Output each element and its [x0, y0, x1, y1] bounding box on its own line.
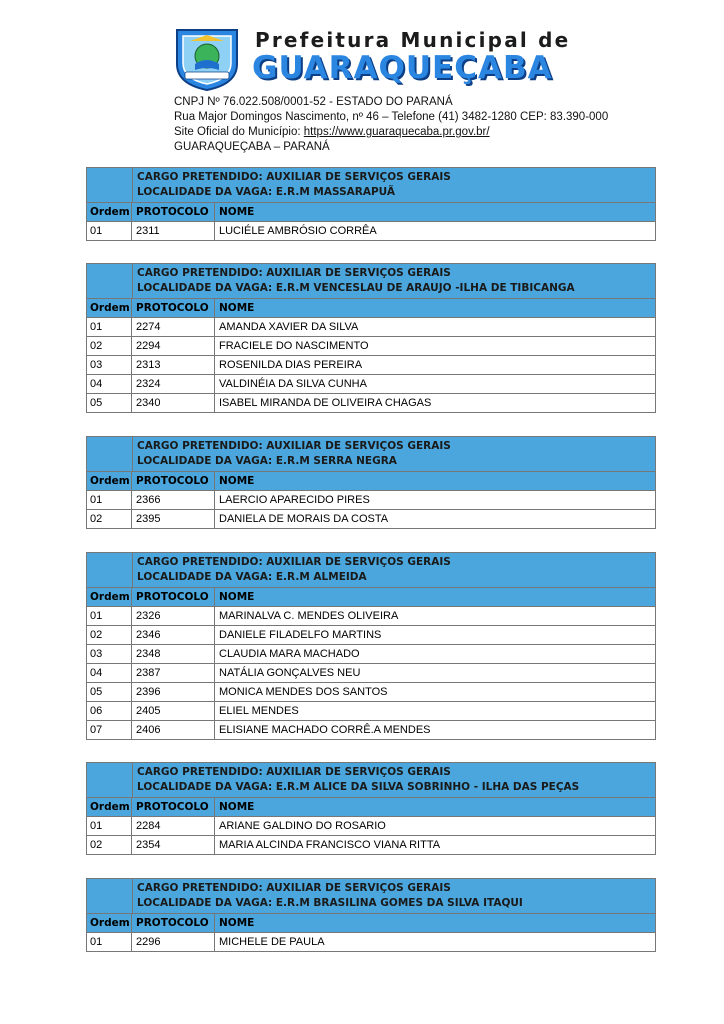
table-header — [87, 437, 655, 472]
protocolo-cell: 2396 — [132, 683, 215, 701]
table-header — [87, 879, 655, 914]
protocolo-cell: 2324 — [132, 375, 215, 393]
col-protocolo-header: PROTOCOLO — [132, 798, 215, 816]
cargo-label: CARGO PRETENDIDO: AUXILIAR DE SERVIÇOS GERAIS — [137, 440, 451, 452]
address-line: Rua Major Domingos Nascimento, nº 46 – Telefone (41) 3482-1280 CEP: 83.390-000 — [174, 111, 609, 123]
ordem-cell: 02 — [87, 337, 132, 355]
table-row — [87, 318, 655, 337]
table-row — [87, 683, 655, 702]
table-row — [87, 510, 655, 528]
nome-cell: NATÁLIA GONÇALVES NEU — [219, 667, 361, 679]
city-line: GUARAQUEÇABA – PARANÁ — [174, 141, 330, 153]
nome-cell: VALDINÉIA DA SILVA CUNHA — [219, 378, 367, 390]
candidate-table — [86, 878, 656, 952]
table-row — [87, 817, 655, 836]
nome-cell: MONICA MENDES DOS SANTOS — [219, 686, 388, 698]
column-header-row — [87, 798, 655, 817]
header-title-municipality: GUARAQUEÇABA — [252, 50, 553, 86]
table-header — [87, 763, 655, 798]
cargo-label: CARGO PRETENDIDO: AUXILIAR DE SERVIÇOS GERAIS — [137, 556, 451, 568]
localidade-label: LOCALIDADE DA VAGA: E.R.M SERRA NEGRA — [137, 455, 397, 467]
ordem-cell: 02 — [87, 836, 132, 854]
ordem-cell: 01 — [87, 607, 132, 625]
cargo-label: CARGO PRETENDIDO: AUXILIAR DE SERVIÇOS GERAIS — [137, 267, 451, 279]
col-protocolo-header: PROTOCOLO — [132, 914, 215, 932]
protocolo-cell: 2406 — [132, 721, 215, 739]
table-row — [87, 607, 655, 626]
localidade-label: LOCALIDADE DA VAGA: E.R.M ALMEIDA — [137, 571, 367, 583]
ordem-cell: 06 — [87, 702, 132, 720]
cargo-label: CARGO PRETENDIDO: AUXILIAR DE SERVIÇOS GERAIS — [137, 882, 451, 894]
cnpj-line: CNPJ Nº 76.022.508/0001-52 - ESTADO DO PARANÁ — [174, 96, 453, 108]
protocolo-cell: 2405 — [132, 702, 215, 720]
protocolo-cell: 2294 — [132, 337, 215, 355]
nome-cell: FRACIELE DO NASCIMENTO — [219, 340, 369, 352]
col-ordem-header: Ordem — [87, 914, 132, 932]
col-nome-header: NOME — [219, 591, 255, 603]
letterhead — [0, 0, 724, 160]
protocolo-cell: 2296 — [132, 933, 215, 951]
table-row — [87, 721, 655, 739]
table-row — [87, 702, 655, 721]
header-title-small: Prefeitura Municipal de — [255, 28, 571, 52]
nome-cell: AMANDA XAVIER DA SILVA — [219, 321, 359, 333]
ordem-cell: 05 — [87, 683, 132, 701]
header-info — [174, 95, 608, 155]
table-row — [87, 394, 655, 412]
column-header-row — [87, 203, 655, 222]
col-nome-header: NOME — [219, 475, 255, 487]
candidate-table — [86, 552, 656, 740]
ordem-cell: 03 — [87, 356, 132, 374]
nome-cell: LUCIÉLE AMBRÓSIO CORRÊA — [219, 225, 377, 237]
protocolo-cell: 2395 — [132, 510, 215, 528]
localidade-label: LOCALIDADE DA VAGA: E.R.M MASSARAPUÃ — [137, 186, 396, 198]
protocolo-cell: 2354 — [132, 836, 215, 854]
ordem-cell: 01 — [87, 491, 132, 509]
protocolo-cell: 2340 — [132, 394, 215, 412]
ordem-cell: 01 — [87, 817, 132, 835]
column-header-row — [87, 588, 655, 607]
table-header — [87, 168, 655, 203]
col-ordem-header: Ordem — [87, 472, 132, 490]
ordem-cell: 07 — [87, 721, 132, 739]
nome-cell: ARIANE GALDINO DO ROSARIO — [219, 820, 386, 832]
municipal-coat-of-arms-icon — [173, 26, 241, 92]
nome-cell: ELISIANE MACHADO CORRÊ.A MENDES — [219, 724, 431, 736]
column-header-row — [87, 299, 655, 318]
table-header — [87, 264, 655, 299]
col-ordem-header: Ordem — [87, 203, 132, 221]
localidade-label: LOCALIDADE DA VAGA: E.R.M ALICE DA SILVA SOBRINHO - ILHA DAS PEÇAS — [137, 781, 580, 793]
candidate-table — [86, 762, 656, 855]
protocolo-cell: 2326 — [132, 607, 215, 625]
ordem-cell: 03 — [87, 645, 132, 663]
nome-cell: ELIEL MENDES — [219, 705, 299, 717]
protocolo-cell: 2274 — [132, 318, 215, 336]
table-row — [87, 664, 655, 683]
protocolo-cell: 2313 — [132, 356, 215, 374]
table-header — [87, 553, 655, 588]
nome-cell: MICHELE DE PAULA — [219, 936, 325, 948]
table-row — [87, 375, 655, 394]
table-row — [87, 491, 655, 510]
table-row — [87, 836, 655, 854]
candidate-table — [86, 167, 656, 241]
site-label: Site Oficial do Município: — [174, 126, 304, 138]
nome-cell: CLAUDIA MARA MACHADO — [219, 648, 360, 660]
ordem-cell: 01 — [87, 222, 132, 240]
localidade-label: LOCALIDADE DA VAGA: E.R.M VENCESLAU DE ARAUJO -ILHA DE TIBICANGA — [137, 282, 575, 294]
nome-cell: DANIELA DE MORAIS DA COSTA — [219, 513, 389, 525]
col-nome-header: NOME — [219, 206, 255, 218]
col-ordem-header: Ordem — [87, 588, 132, 606]
candidate-table — [86, 263, 656, 413]
col-nome-header: NOME — [219, 917, 255, 929]
ordem-cell: 01 — [87, 933, 132, 951]
col-nome-header: NOME — [219, 302, 255, 314]
ordem-cell: 04 — [87, 375, 132, 393]
table-row — [87, 645, 655, 664]
col-protocolo-header: PROTOCOLO — [132, 299, 215, 317]
col-ordem-header: Ordem — [87, 798, 132, 816]
protocolo-cell: 2387 — [132, 664, 215, 682]
ordem-cell: 05 — [87, 394, 132, 412]
cargo-label: CARGO PRETENDIDO: AUXILIAR DE SERVIÇOS GERAIS — [137, 766, 451, 778]
localidade-label: LOCALIDADE DA VAGA: E.R.M BRASILINA GOMES DA SILVA ITAQUI — [137, 897, 523, 909]
nome-cell: DANIELE FILADELFO MARTINS — [219, 629, 382, 641]
col-protocolo-header: PROTOCOLO — [132, 203, 215, 221]
ordem-cell: 01 — [87, 318, 132, 336]
col-protocolo-header: PROTOCOLO — [132, 588, 215, 606]
nome-cell: ISABEL MIRANDA DE OLIVEIRA CHAGAS — [219, 397, 432, 409]
protocolo-cell: 2311 — [132, 222, 215, 240]
protocolo-cell: 2346 — [132, 626, 215, 644]
site-line — [174, 125, 608, 140]
table-row — [87, 626, 655, 645]
site-link[interactable]: https://www.guaraquecaba.pr.gov.br/ — [303, 126, 490, 138]
table-row — [87, 222, 655, 240]
protocolo-cell: 2284 — [132, 817, 215, 835]
table-row — [87, 356, 655, 375]
nome-cell: LAERCIO APARECIDO PIRES — [219, 494, 370, 506]
nome-cell: ROSENILDA DIAS PEREIRA — [219, 359, 363, 371]
protocolo-cell: 2366 — [132, 491, 215, 509]
column-header-row — [87, 472, 655, 491]
protocolo-cell: 2348 — [132, 645, 215, 663]
ordem-cell: 02 — [87, 510, 132, 528]
candidate-table — [86, 436, 656, 529]
nome-cell: MARIA ALCINDA FRANCISCO VIANA RITTA — [219, 839, 441, 851]
col-ordem-header: Ordem — [87, 299, 132, 317]
table-row — [87, 337, 655, 356]
ordem-cell: 04 — [87, 664, 132, 682]
col-nome-header: NOME — [219, 801, 255, 813]
column-header-row — [87, 914, 655, 933]
nome-cell: MARINALVA C. MENDES OLIVEIRA — [219, 610, 399, 622]
ordem-cell: 02 — [87, 626, 132, 644]
cargo-label: CARGO PRETENDIDO: AUXILIAR DE SERVIÇOS GERAIS — [137, 171, 451, 183]
col-protocolo-header: PROTOCOLO — [132, 472, 215, 490]
table-row — [87, 933, 655, 951]
